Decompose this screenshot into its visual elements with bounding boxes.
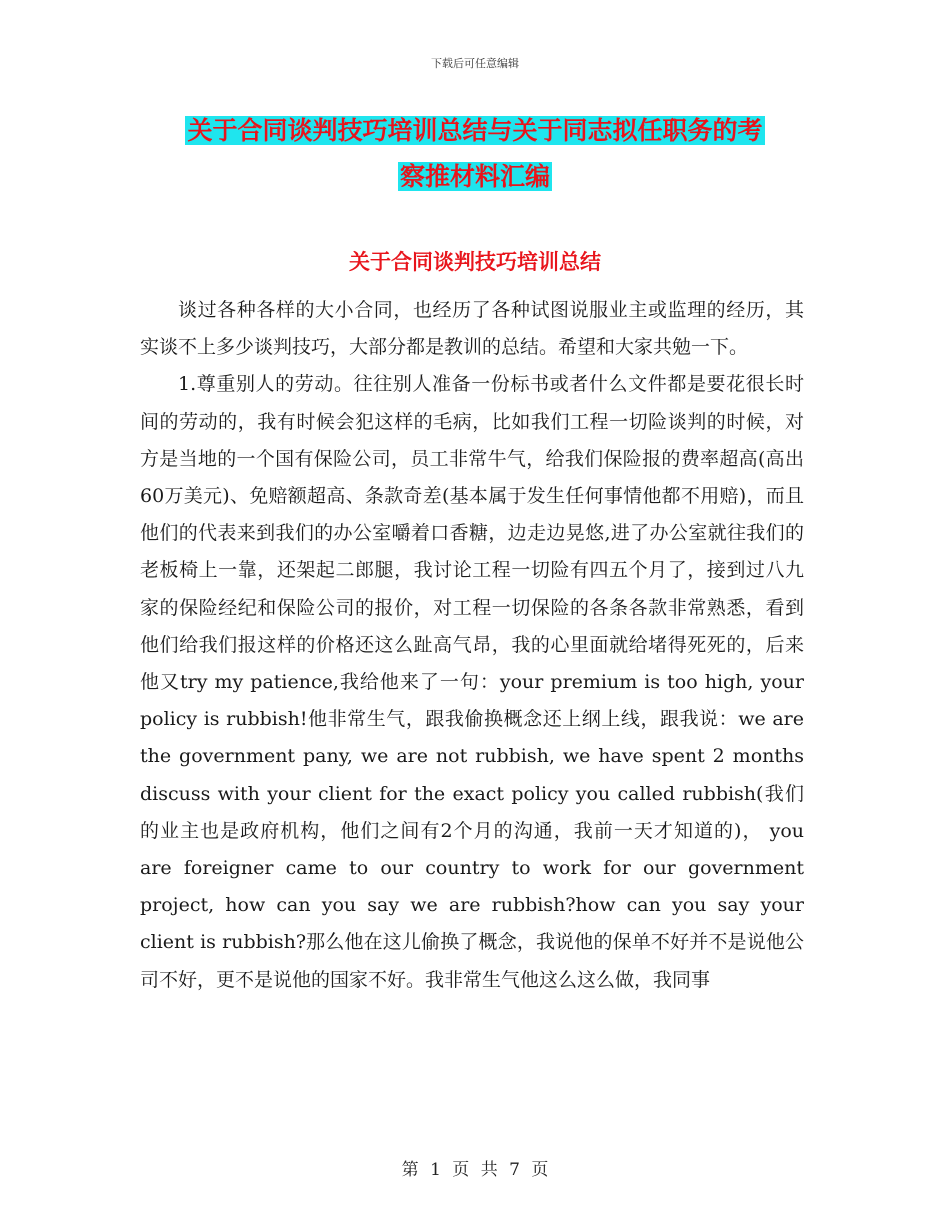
section-title: 关于合同谈判技巧培训总结	[349, 249, 601, 274]
document-body	[140, 292, 804, 999]
document-title-line-1: 关于合同谈判技巧培训总结与关于同志拟任职务的考	[187, 116, 763, 145]
document-title	[140, 108, 810, 200]
page-number-footer: 第 1 页 共 7 页	[401, 1160, 549, 1180]
document-title-line-2: 察推材料汇编	[399, 162, 550, 191]
paragraph: 1.尊重别人的劳动。往往别人准备一份标书或者什么文件都是要花很长时间的劳动的，我有时候会犯这样的毛病，比如我们工程一切险谈判的时候，对方是当地的一个国有保险公司，员工非常牛气，给我们保险报的费率超高(高出60万美元)、免赔额超高、条款奇差(基本属于发生任何事情他都不用赔)，而且他们的代表来到我们的办公室嚼着口香糖，边走边晃悠,进了办公室就往我们的老板椅上一靠，还架起二郎腿，我讨论工程一切险有四五个月了，接到过八九家的保险经纪和保险公司的报价，对工程一切保险的各条各款非常熟悉，看到他们给我们报这样的价格还这么趾高气昂，我的心里面就给堵得死死的，后来他又try my patience,我给他来了一句：your premium is too high, your policy is rubbish!他非常生气，跟我偷换概念还上纲上线，跟我说：we are the government pany, we are not rubbish, we have spent 2 months discuss with your client for the exact policy you called rubbish(我们的业主也是政府机构，他们之间有2个月的沟通，我前一天才知道的)， you are foreigner came to our country to work for our government project, how can you say we are rubbish?how can you say your client is rubbish?那么他在这儿偷换了概念，我说他的保单不好并不是说他公司不好，更不是说他的国家不好。我非常生气他这么这么做，我同事	[140, 373, 804, 991]
page-header: 下载后可任意编辑	[431, 57, 519, 70]
paragraph: 谈过各种各样的大小合同，也经历了各种试图说服业主或监理的经历，其实谈不上多少谈判技巧，大部分都是教训的总结。希望和大家共勉一下。	[140, 299, 804, 359]
